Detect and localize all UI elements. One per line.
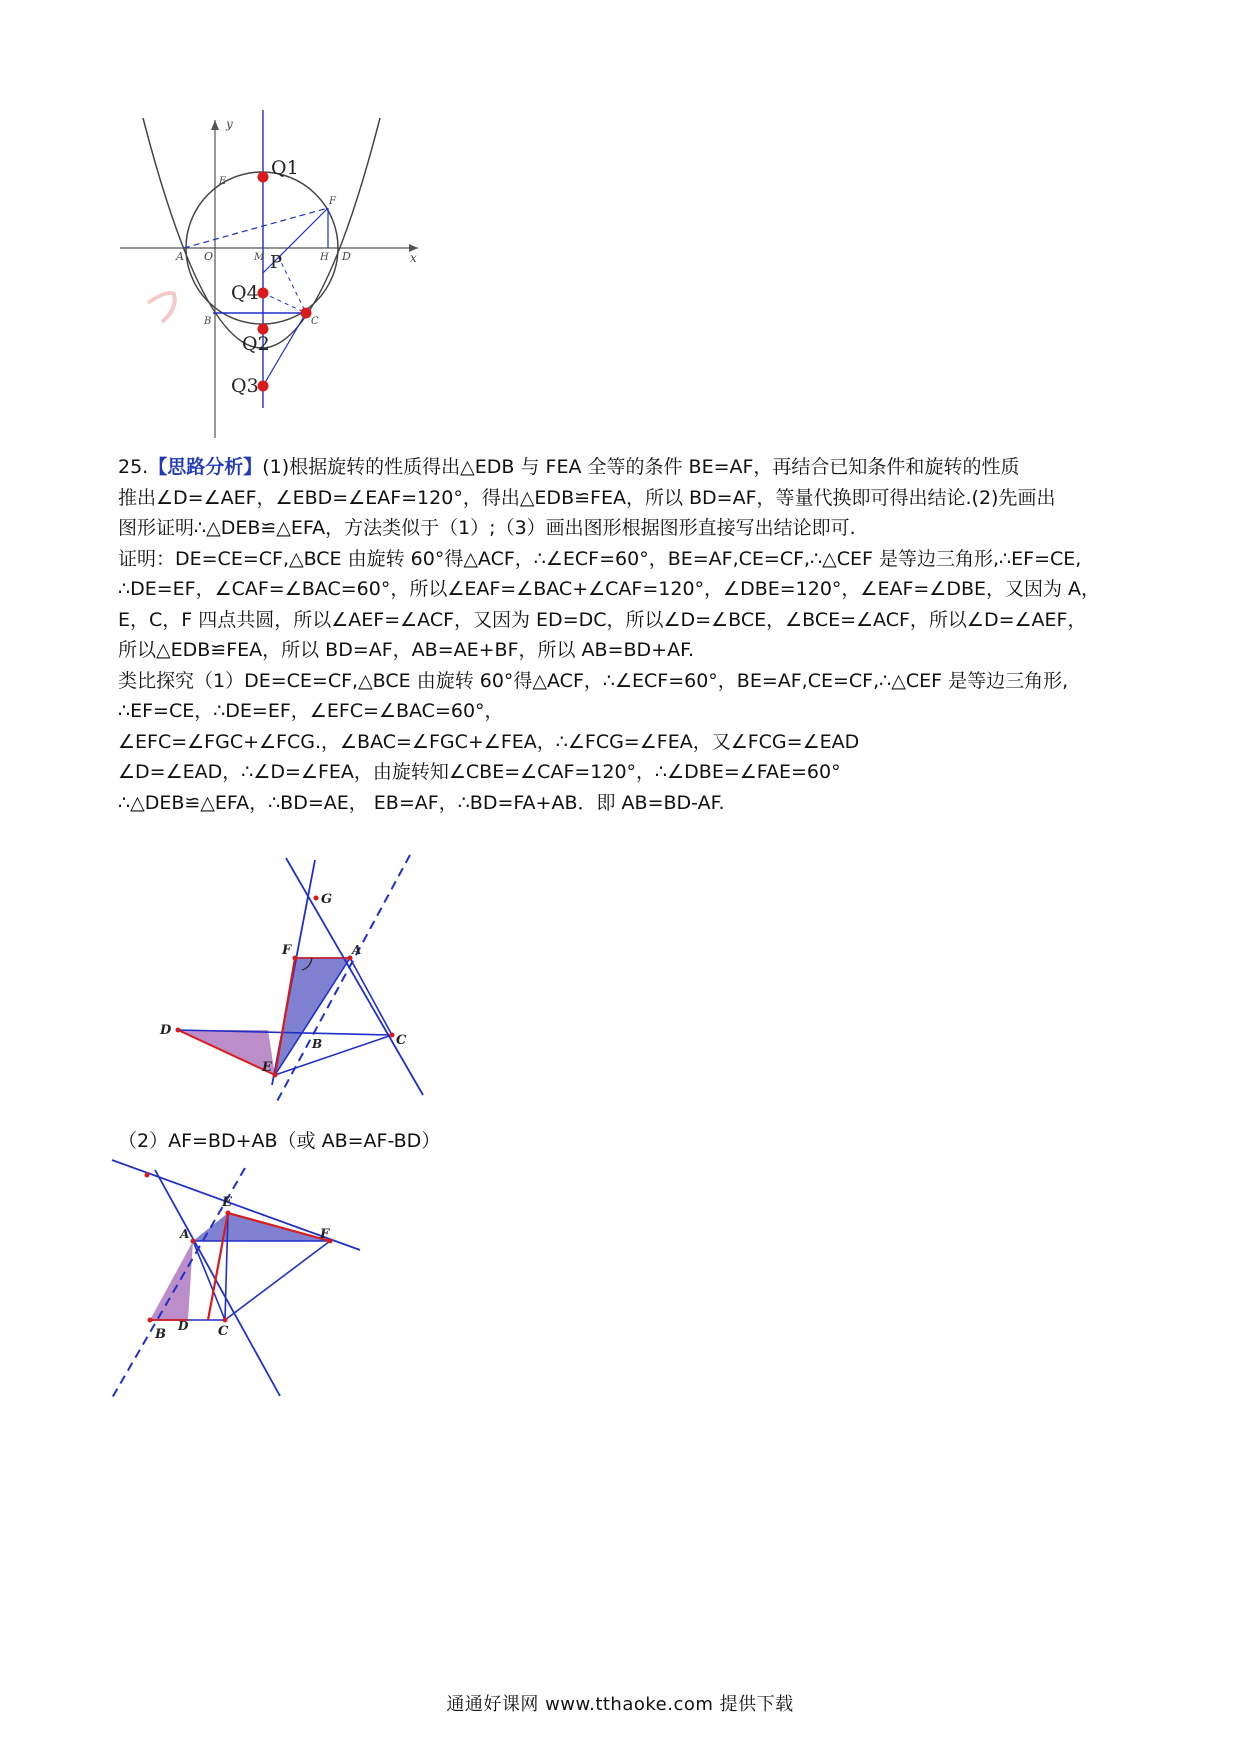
label-p: P [270,252,283,273]
label-d: D [160,1023,172,1038]
text-line: (1)根据旋转的性质得出△EDB 与 FEA 全等的条件 BE=AF，再结合已知条件和旋转的性质 [262,456,1020,478]
triangle-deb [150,1241,193,1320]
text-line: ∴EF=CE，∴DE=EF，∠EFC=∠BAC=60°， [118,700,504,722]
text-line: 证明：DE=CE=CF,△BCE 由旋转 60°得△ACF，∴∠ECF=60°，BE=AF,CE=CF,∴△CEF 是等边三角形,∴EF=CE, [118,547,1082,570]
label-m: M [254,252,265,263]
label-a: A [180,1227,190,1241]
label-c: C [311,316,319,327]
point-q1 [258,172,269,183]
label-d: D [342,250,351,263]
triangle-efa [193,1213,330,1241]
text-line: ∠D=∠EAD，∴∠D=∠FEA，由旋转知∠CBE=∠CAF=120°，∴∠DBE=∠FAE=60° [118,761,841,783]
heading-label: 思路分析 [167,456,244,478]
label-b: B [155,1327,166,1342]
text-line: ∴DE=EF，∠CAF=∠BAC=60°，所以∠EAF=∠BAC+∠CAF=120°，∠DBE=120°，∠EAF=∠DBE，又因为 A， [118,578,1101,600]
heading-bracket-open: 【 [148,456,168,478]
text-line: ∴△DEB≌△EFA，∴BD=AE， EB=AF，∴BD=FA+AB．即 AB=BD-AF. [118,791,725,814]
label-x: x [410,251,417,265]
point-q3 [258,381,269,392]
label-e: E [222,1195,232,1210]
label-f: F [282,943,292,958]
label-e: E [219,176,227,187]
label-a: A [176,250,184,263]
text-line: 所以△EDB≌FEA，所以 BD=AF，AB=AE+BF，所以 AB=BD+AF. [118,639,695,661]
label-g: G [321,892,333,907]
label-f: F [320,1227,330,1242]
figure-rotation-2 [110,1158,380,1398]
text-line: 推出∠D=∠AEF，∠EBD=∠EAF=120°，得出△EDB≌FEA，所以 BD=AF，等量代换即可得出结论.(2)先画出 [118,486,1056,509]
label-e: E [262,1060,272,1075]
text-line: ∠EFC=∠FGC+∠FCG.，∠BAC=∠FGC+∠FEA，∴∠FCG=∠FEA，又∠FCG=∠EAD [118,730,860,753]
problem-number: 25. [118,456,149,478]
label-b: B [204,316,212,327]
part-2-conclusion: （2）AF=BD+AB（或 AB=AF-BD） [118,1130,441,1152]
label-o: O [204,250,214,263]
label-q2: Q2 [242,333,270,355]
text-line: 类比探究（1）DE=CE=CF,△BCE 由旋转 60°得△ACF，∴∠ECF=60°，BE=AF,CE=CF,∴△CEF 是等边三角形, [118,669,1069,692]
solution-text [118,452,1128,818]
label-h: H [320,252,329,263]
label-b: B [312,1037,323,1051]
text-line: E，C，F 四点共圆，所以∠AEF=∠ACF，又因为 ED=DC，所以∠D=∠BCE，∠BCE=∠ACF，所以∠D=∠AEF， [118,608,1087,631]
label-q3: Q3 [231,375,259,397]
label-q4: Q4 [231,282,259,304]
label-c: C [396,1033,407,1048]
heading-bracket-close: 】 [243,456,263,478]
label-c: C [218,1324,229,1339]
label-f: F [329,196,336,207]
footer-credit: 通通好课网 www.tthaoke.com 提供下载 [446,1694,794,1715]
label-q1: Q1 [271,157,299,179]
point-q4 [258,288,269,299]
figure-rotation-1 [150,850,440,1115]
point-c [301,308,312,319]
text-line: 图形证明∴△DEB≌△EFA，方法类似于（1）;（3）画出图形根据图形直接写出结论即可. [118,517,856,539]
problem-heading-line [118,452,1128,483]
label-y: y [226,117,233,131]
label-d: D [178,1319,189,1333]
label-a: A [352,943,362,957]
figure-parabola-circle [118,108,478,448]
